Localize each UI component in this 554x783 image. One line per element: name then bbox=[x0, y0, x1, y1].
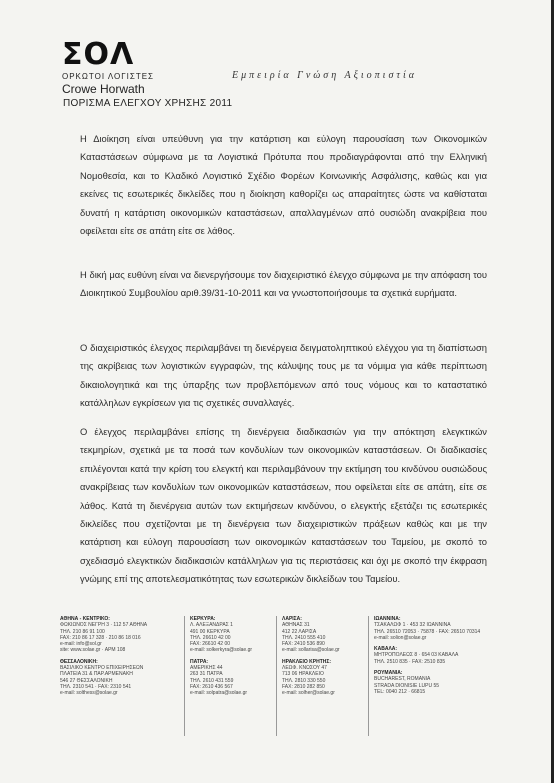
office-line: FAX: 210 86 17 328 · 210 86 18 016 bbox=[60, 634, 141, 641]
office-block bbox=[60, 659, 178, 697]
logo-network: Crowe Horwath bbox=[62, 82, 145, 96]
office-block bbox=[374, 646, 500, 665]
office-line: ΤΗΛ. 26610 42 00 bbox=[190, 634, 231, 641]
office-block bbox=[374, 616, 500, 641]
office-line: Λ. ΑΛΕΞΑΝΔΡΑΣ 1 bbox=[190, 622, 233, 629]
office-city: ΚΑΒΑΛΑ: bbox=[374, 646, 398, 653]
office-city: ΛΑΡΙΣΑ: bbox=[282, 616, 302, 622]
paragraph-audit-scope: Ο διαχειριστικός έλεγχος περιλαμβάνει τη διενέργεια δειγματοληπτικού ελέγχου για τη διαπίστωση της ακρίβειας των λογιστικών εγγραφών, της κάλυψης τους με τα νόμιμα για κάθε περίπτωση δικαιολογητικά και της ύπαρξης των προβλεπόμενων από τους νόμους και το καταστατικό κατάλληλων εγκρίσεων για τις σχετικές συναλλαγές. bbox=[80, 342, 487, 409]
office-line: 263 31 ΠΑΤΡΑ bbox=[190, 671, 223, 678]
office-line: ΜΗΤΡΟΠΟΛΕΩΣ 8 · 654 03 ΚΑΒΑΛΑ bbox=[374, 652, 459, 659]
office-line: e-mail: solpatra@solae.gr bbox=[190, 690, 248, 697]
office-line: STRADA DIONISIE LUPU 55 bbox=[374, 682, 440, 689]
office-line: 713 06 ΗΡΑΚΛΕΙΟ bbox=[282, 671, 324, 678]
paragraph-auditor-responsibility: Η δική μας ευθύνη είναι να διενεργήσουμε τον διαχειριστικό έλεγχο σύμφωνα με την απόφαση του Διοικητικού Συμβουλίου αριθ.39/31-10-2011 και να γνωστοποιήσουμε τα σχετικά ευρήματα. bbox=[80, 269, 487, 299]
office-city: ΚΕΡΚΥΡΑ: bbox=[190, 616, 216, 622]
office-block bbox=[282, 616, 362, 654]
paragraph-management-responsibility: Η Διοίκηση είναι υπεύθυνη για την κατάρτιση και εύλογη παρουσίαση των Οικονομικών Καταστάσεων σύμφωνα με τα Λογιστικά Πρότυπα που προδιαγράφονται από την Ελληνική Νομοθεσία, και το Κλαδικό Λογιστικό Σχέδιο Φορέων Κοινωνικής Ασφάλισης, καθώς και για εκείνες τις εσωτερικές δικλείδες που η διοίκηση καθορίζει ως απαραίτητες ώστε να καθίσταται δυνατή η κατάρτιση οικονομικών καταστάσεων, απαλλαγμένων από ουσιώδη ανακρίβεια που οφείλεται είτε σε απάτη είτε σε λάθος. bbox=[80, 133, 487, 237]
office-line: FAX: 2810 282 850 bbox=[282, 683, 325, 690]
office-city: ΠΑΤΡΑ: bbox=[190, 658, 209, 665]
office-line: ΤΗΛ. 2810 330 550 bbox=[282, 677, 326, 684]
office-line: 412 22 ΛΑΡΙΣΑ bbox=[282, 628, 317, 635]
footer-column-2 bbox=[190, 616, 270, 702]
company-logo bbox=[62, 37, 172, 96]
company-motto: Εμπειρία Γνώση Αξιοπιστία bbox=[232, 70, 417, 81]
office-line: ΤΗΛ. 2510 835 · FAX: 2510 835 bbox=[374, 658, 446, 665]
office-line: ΤΗΛ. 26510 72053 · 75878 · FAX: 26510 70314 bbox=[374, 628, 481, 635]
office-block bbox=[190, 659, 270, 697]
office-line: FAX: 2410 536 890 bbox=[282, 641, 325, 648]
office-line: e-mail: sollarisa@solae.gr bbox=[282, 647, 340, 654]
office-line: 491 00 ΚΕΡΚΥΡΑ bbox=[190, 628, 230, 635]
office-line: ΤΗΛ. 210 86 91 100 bbox=[60, 628, 105, 635]
office-line: ΤΗΛ. 2610 431 559 bbox=[190, 677, 234, 684]
office-city: ΑΘΗΝΑ - ΚΕΝΤΡΙΚΟ: bbox=[60, 616, 110, 622]
document-title: ΠΟΡΙΣΜΑ ΕΛΕΓΧΟΥ ΧΡΗΣΗΣ 2011 bbox=[63, 98, 233, 109]
office-line: ΤΗΛ. 2410 555 410 bbox=[282, 634, 326, 641]
office-line: e-mail: info@sol.gr bbox=[60, 641, 102, 648]
footer-column-3 bbox=[282, 616, 362, 702]
office-addresses-footer bbox=[60, 616, 500, 751]
office-line: ΑΜΕΡΙΚΗΣ 44 bbox=[190, 665, 223, 672]
office-line: ΠΛΑΤΕΙΑ 31 & ΠΑΡ.ΑΡΜΕΝΑΚΗ bbox=[60, 671, 133, 678]
paragraph-audit-procedures: Ο έλεγχος περιλαμβάνει επίσης τη διενέργεια διαδικασιών για την απόκτηση ελεγκτικών τεκμηρίων, σχετικά με τα ποσά των κονδυλίων των οικονομικών καταστάσεων. Οι διαδικασίες επιλέγονται κατά την κρίση του ελεγκτή και περιλαμβάνουν την εκτίμηση του κινδύνου ουσιώδους ανακρίβειας των κονδυλίων των οικονομικών καταστάσεων, που οφείλεται είτε σε απάτη, είτε σε λάθος. Κατά τη διενέργεια αυτών των εκτιμήσεων κινδύνου, ο ελεγκτής εξετάζει τις εσωτερικές δικλείδες που σχετίζονται με τη διενέργεια των διαχειριστικών πράξεων καθώς και με την κατάρτιση και εύλογη παρουσίαση των οικονομικών καταστάσεων του Ταμείου, με σκοπό το σχεδιασμό ελεγκτικών διαδικασιών κατάλληλων για τις περιστάσεις και όχι με σκοπό την έκφραση γνώμης επί της αποτελεσματικότητας των εσωτερικών δικλείδων του Ταμείου. bbox=[80, 426, 487, 585]
office-line: e-mail: solkerkyra@solae.gr bbox=[190, 647, 253, 654]
office-line: ΤΣΑΚΑΛΩΦ 1 · 453 32 ΙΩΑΝΝΙΝΑ bbox=[374, 622, 451, 629]
logo-mark: ΣΟΛ bbox=[62, 37, 135, 72]
office-city: ΡΟΥΜΑΝΙΑ: bbox=[374, 670, 403, 677]
office-line: ΤΗΛ. 2310 541 · FAX: 2310 541 bbox=[60, 683, 132, 690]
footer-column-4 bbox=[374, 616, 500, 700]
office-line: e-mail: solthess@solae.gr bbox=[60, 690, 118, 697]
logo-subtitle: ΟΡΚΩΤΟΙ ΛΟΓΙΣΤΕΣ bbox=[62, 72, 154, 81]
office-block bbox=[374, 670, 500, 695]
office-line: ΑΘΗΝΑΣ 31 bbox=[282, 622, 310, 629]
office-block bbox=[60, 616, 178, 654]
footer-divider bbox=[184, 616, 185, 736]
footer-column-1 bbox=[60, 616, 178, 702]
office-line: e-mail: solion@solae.gr bbox=[374, 634, 427, 641]
office-line: ΛΕΩΦ. ΚΝΩΣΟΥ 47 bbox=[282, 665, 327, 672]
office-line: ΦΩΚΙΩΝΟΣ ΝΕΓΡΗ 3 · 112 57 ΑΘΗΝΑ bbox=[60, 622, 148, 629]
office-line: FAX: 26610 42 00 bbox=[190, 641, 231, 648]
footer-divider bbox=[368, 616, 369, 736]
office-city: ΙΩΑΝΝΙΝΑ: bbox=[374, 616, 401, 622]
office-line: BUCHAREST, ROMANIA bbox=[374, 676, 431, 683]
office-block bbox=[190, 616, 270, 654]
footer-divider bbox=[276, 616, 277, 736]
office-line: site: www.solae.gr · ΑΡΜ 108 bbox=[60, 647, 126, 654]
office-line: FAX: 2610 436 567 bbox=[190, 683, 233, 690]
office-line: TEL: 0040 212 · 66815 bbox=[374, 688, 426, 695]
office-line: e-mail: solher@solae.gr bbox=[282, 690, 335, 697]
office-line: ΒΑΣΙΛΙΚΟ ΚΕΝΤΡΟ ΕΠΙΧΕΙΡΗΣΕΩΝ bbox=[60, 665, 144, 672]
office-line: 546 27 ΘΕΣΣΑΛΟΝΙΚΗ bbox=[60, 677, 113, 684]
office-city: ΘΕΣΣΑΛΟΝΙΚΗ: bbox=[60, 658, 98, 665]
office-city: ΗΡΑΚΛΕΙΟ ΚΡΗΤΗΣ: bbox=[282, 658, 332, 665]
office-block bbox=[282, 659, 362, 697]
